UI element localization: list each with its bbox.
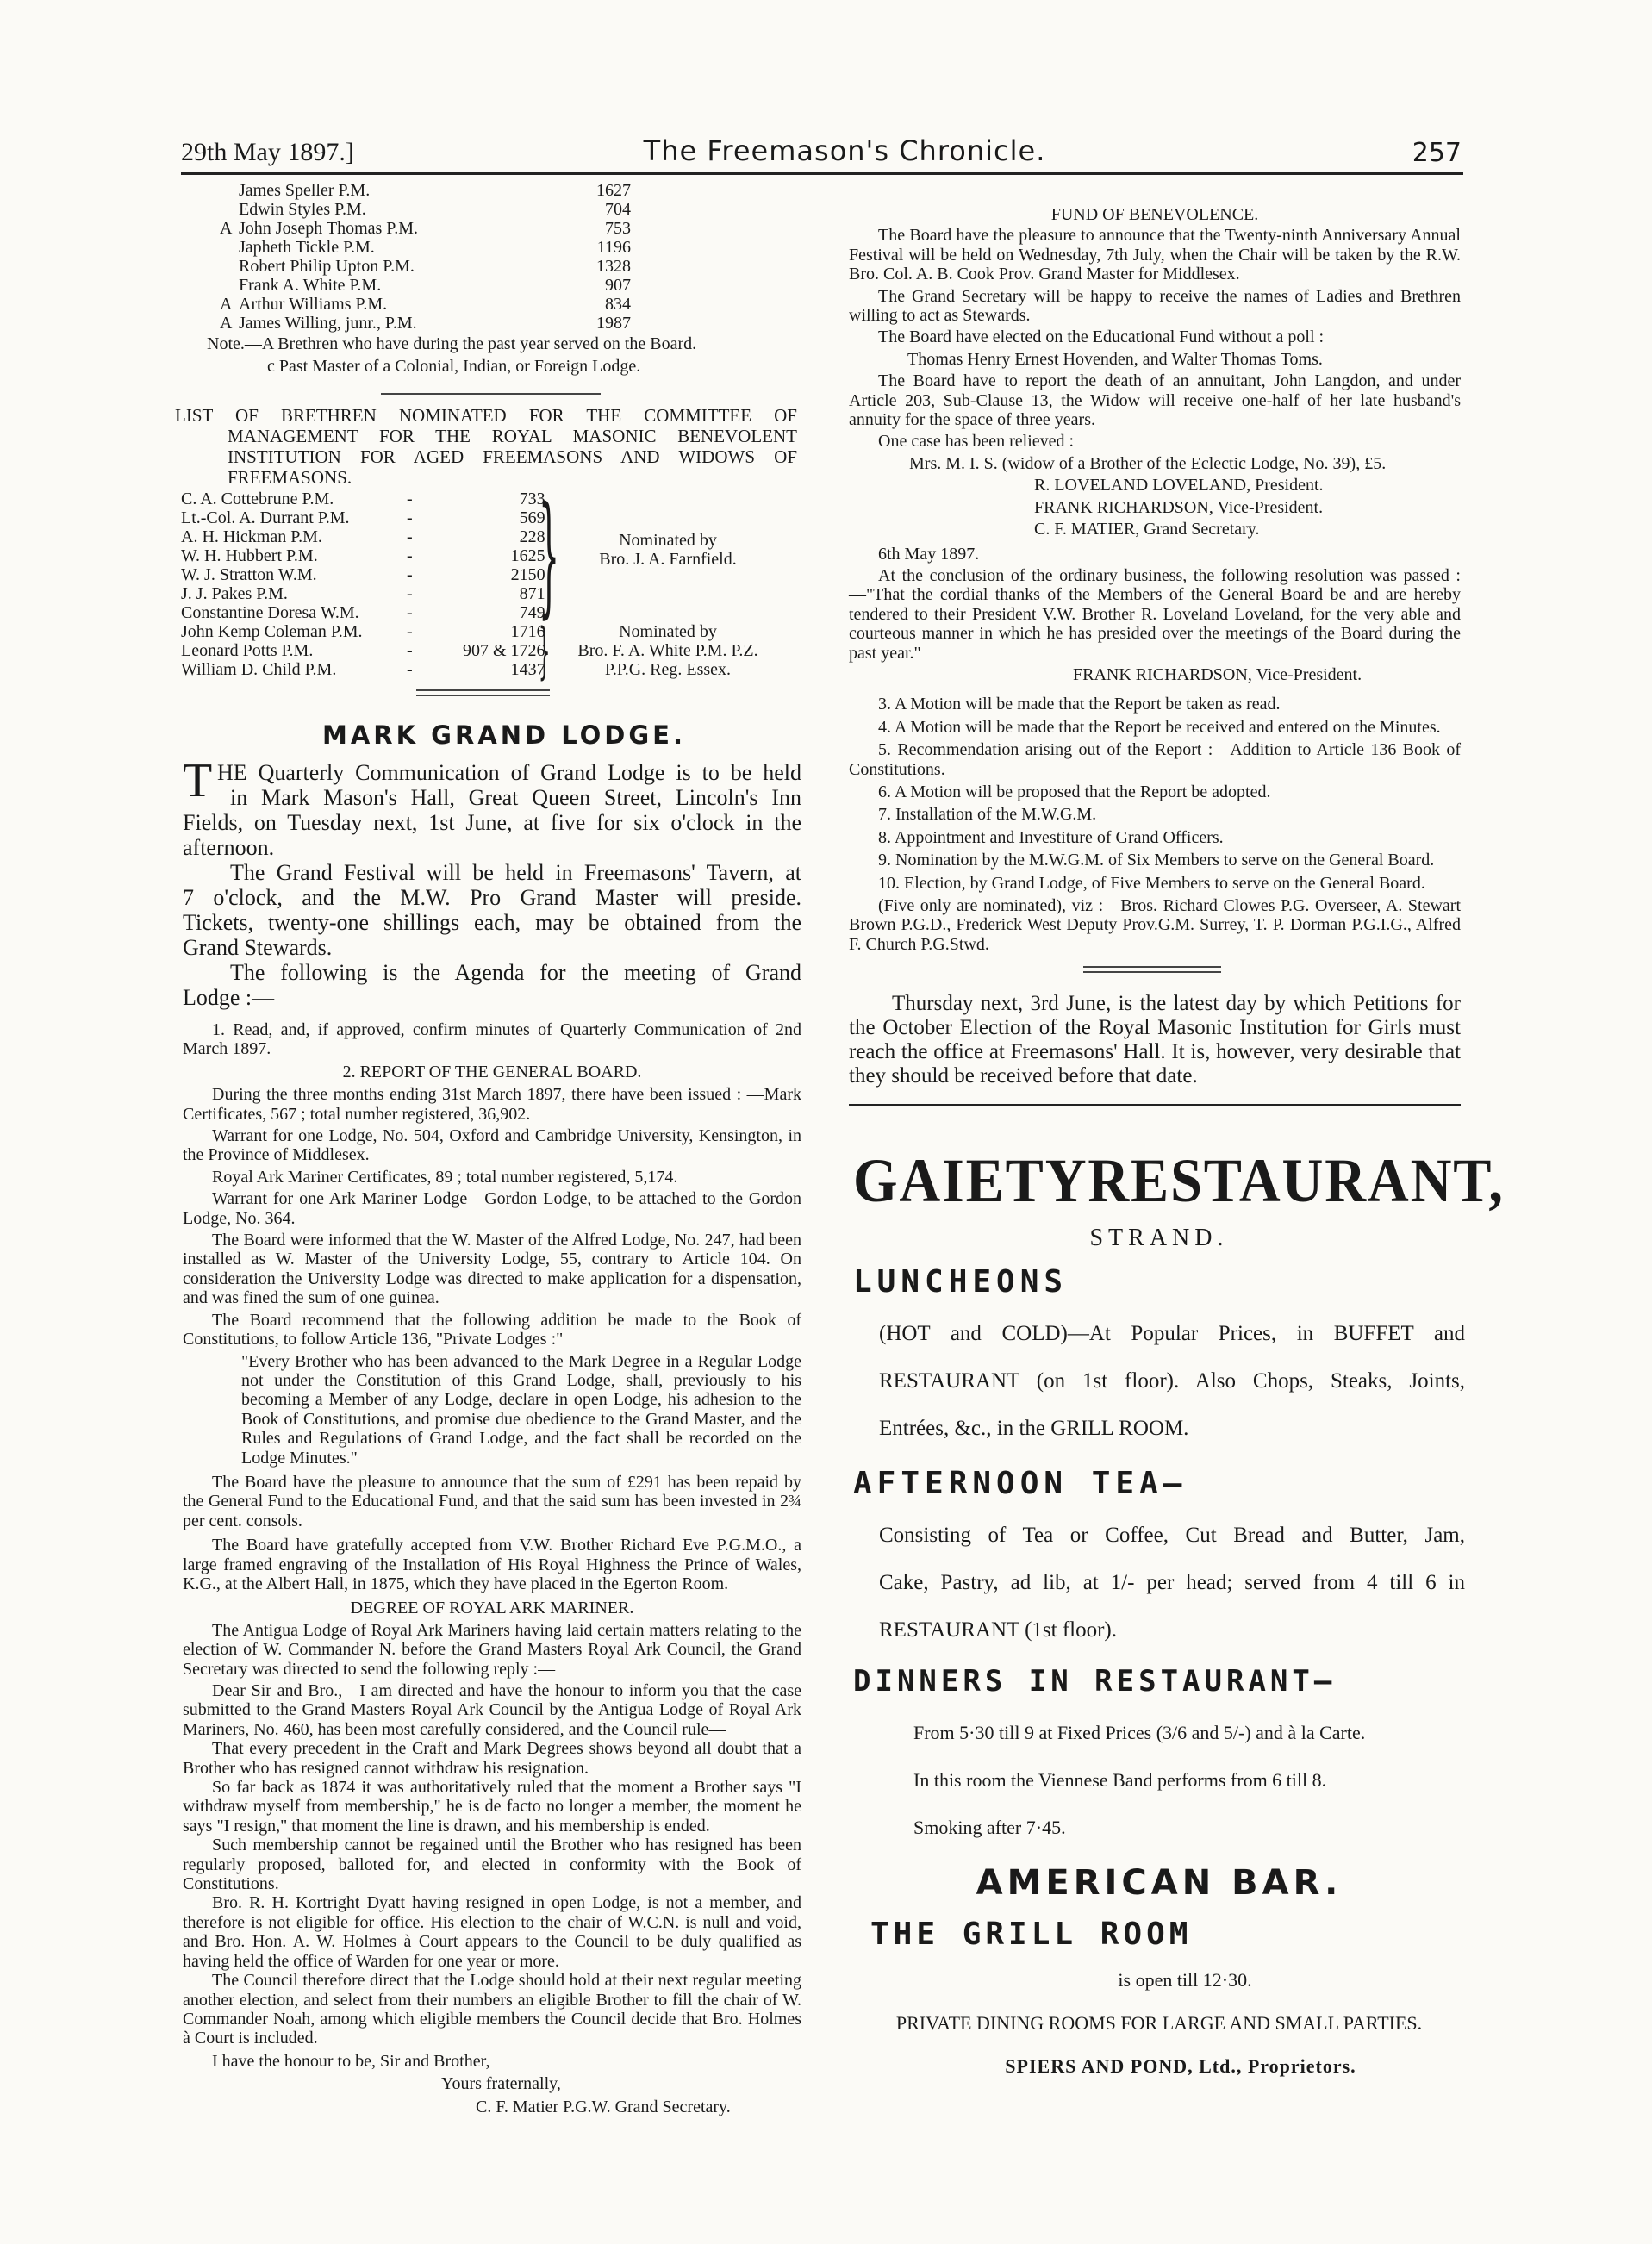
- left-column: [168, 181, 814, 2116]
- note-line: Note.—A Brethren who have during the past year served on the Board.: [207, 334, 697, 353]
- private-rooms: PRIVATE DINING ROOMS FOR LARGE AND SMALL PARTIES.: [895, 2012, 1423, 2034]
- luncheons-heading: LUNCHEONS: [853, 1264, 1069, 1300]
- nominator-group-1: Nominated by Bro. J. A. Farnfield.: [599, 531, 737, 569]
- header-rule: [181, 172, 1463, 175]
- signature: C. F. Matier P.G.W. Grand Secretary.: [476, 2097, 731, 2116]
- table-row: Leonard Potts P.M. - 907 & 1726: [181, 641, 545, 660]
- list-item: 10. Election, by Grand Lodge, of Five Members to serve on the General Board.: [878, 873, 1425, 893]
- list-item: 6. A Motion will be proposed that the Report be adopted.: [878, 782, 1271, 801]
- brace-icon: }: [539, 615, 551, 686]
- table-row: W. H. Hubbert P.M. - 1625: [181, 546, 545, 565]
- grill-room-heading: THE GRILL ROOM: [870, 1917, 1193, 1952]
- gaiety-advert: [853, 1142, 1505, 2078]
- nomination-table: [168, 478, 814, 686]
- divider: [416, 689, 550, 691]
- advert-subtitle: STRAND.: [1089, 1225, 1229, 1251]
- masthead-title: The Freemason's Chronicle.: [643, 134, 1046, 167]
- committee-list: [168, 181, 814, 333]
- issue-date: 29th May 1897.]: [181, 138, 354, 166]
- list-item: A Arthur Williams P.M. 834: [220, 295, 631, 314]
- section-rule: [849, 1104, 1461, 1106]
- list-item: Robert Philip Upton P.M. 1328: [239, 257, 631, 276]
- table-row: W. J. Stratton W.M. - 2150: [181, 565, 545, 584]
- divider: [416, 695, 550, 696]
- petitions-notice: Thursday next, 3rd June, is the latest day by which Petitions for the October Election of the Royal Masonic Institution for Girls must reach the office at Freemasons' Hall. It is, however, very desirable that they should be received before that date.: [849, 992, 1461, 1088]
- afternoon-tea-heading: AFTERNOON TEA—: [853, 1466, 1188, 1501]
- table-row: A. H. Hickman P.M. - 228: [181, 527, 545, 546]
- luncheons-text: (HOT and COLD)—At Popular Prices, in BUFFET and RESTAURANT (on 1st floor). Also Chops, Steaks, Joints, Entrées, &c., in the GRILL ROOM.: [879, 1322, 1465, 1440]
- divider: [1083, 966, 1221, 968]
- mark-report: 1. Read, and, if approved, confirm minutes of Quarterly Communication of 2nd March 1897. 2. REPORT OF THE GENERAL BOARD. During the three months ending 31st March 1897, there have been issued : —Mark Certificates, 567 ; total number registered, 36,902. Warrant for one Lodge, No. 504, Oxford and Cambridge University, Kensington, in the Province of Middlesex. Royal Ark Mariner Certificates, 89 ; total number registered, 5,174. Warrant for one Ark Mariner Lodge—Gordon Lodge, to be attached to the Gordon Lodge, No. 364. The Board were informed that the W. Master of the Alfred Lodge, No. 247, had been installed as W. Master of the University Lodge, 55, contrary to Article 104. On consideration the University Lodge was directed to make application for a dispensation, and was fined the sum of one guinea. The Board recommend that the following addition be made to the Book of Constitutions, to follow Article 136, "Private Lodges :" "Every Brother who has been advanced to the Mark Degree in a Regular Lodge not under the Constitution of this Grand Lodge, shall, previously to his becoming a Member of any Lodge, declare in open Lodge, his adhesion to the Book of Constitutions, and promise due obedience to the Grand Master, and the Rules and Regulations of Grand Lodge, and the fact shall be recorded on the Lodge Minutes." The Board have the pleasure to announce that the sum of £291 has been repaid by the General Fund to the Educational Fund, and that the said sum has been invested in 2¾ per cent. consols. The Board have gratefully accepted from V.W. Brother Richard Eve P.G.M.O., a large framed engraving of the Installation of His Royal Highness the Prince of Wales, K.G., at the Albert Hall, in 1875, which they have placed in the Egerton Room. DEGREE OF ROYAL ARK MARINER. The Antigua Lodge of Royal Ark Mariners having laid certain matters relating to the election of W. Commander N. before the Grand Masters Royal Ark Council, the Grand Secretary was directed to send the following reply :— Dear Sir and Bro.,—I am directed and have the honour to inform you that the case submitted to the Grand Masters Royal Ark Council by the Antigua Lodge of Royal Ark Mariners, No. 460, has been most carefully considered, and the Council rule— That every precedent in the Craft and Mark Degrees shows beyond all doubt that a Brother who has resigned cannot withdraw his resignation. So far back as 1874 it was authoritatively ruled that the moment a Brother says "I withdraw myself from membership," he is de facto no longer a member, the moment he says "I resign," that moment the line is drawn, and his membership is ended. Such membership cannot be regained until the Brother who has resigned has been regularly proposed, balloted for, and elected in conformity with the Book of Constitutions. Bro. R. H. Kortright Dyatt having resigned in open Lodge, is not a member, and therefore is not eligible for office. His election to the chair of W.C.N. is null and void, and Bro. Hon. A. W. Holmes à Court appears to the Council to be duly qualified as having held the office of Warden for one year or more. The Council therefore direct that the Lodge should hold at their next regular meeting another election, and select from their numbers an eligible Brother to fill the chair of W. Commander Noah, among which eligible members the Council decide that Bro. Holmes à Court is included. I have the honour to be, Sir and Brother, Yours fraternally, C. F. Matier P.G.W. Grand Secretary.: [183, 1020, 801, 2116]
- table-row: John Kemp Coleman P.M. - 1716: [181, 622, 545, 641]
- table-row: Lt.-Col. A. Durrant P.M. - 569: [181, 508, 545, 527]
- dinners-text: From 5·30 till 9 at Fixed Prices (3/6 and 5/-) and à la Carte. In this room the Viennese Band performs from 6 till 8. Smoking after 7·45.: [913, 1722, 1366, 1838]
- nomination-rows: [181, 489, 545, 679]
- right-column: FUND OF BENEVOLENCE. The Board have the pleasure to announce that the Twenty-ninth Anniversary Annual Festival will be held on Wednesday, 7th July, when the Chair will be taken by the R.W. Bro. Col. A. B. Cook Prov. Grand Master for Middlesex. The Grand Secretary will be happy to receive the names of Ladies and Brethren willing to act as Stewards. The Board have elected on the Educational Fund without a poll : Thomas Henry Ernest Hovenden, and Walter Thomas Toms. The Board have to report the death of an annuitant, John Langdon, and under Article 203, Sub-Clause 13, the Widow will receive one-half of her late husband's annuity for the space of three years. One case has been relieved : Mrs. M. I. S. (widow of a Brother of the Eclectic Lodge, No. 39), £5. R. LOVELAND LOVELAND, President. FRANK RICHARDSON, Vice-President. C. F. MATIER, Grand Secretary. 6th May 1897. At the conclusion of the ordinary business, the following resolution was passed :—"That the cordial thanks of the Members of the General Board be and are hereby tendered to their President V.W. Brother R. Loveland Loveland, for the very able and courteous manner in which he has presided over the meetings of the Board during the past year." FRANK RICHARDSON, Vice-President. 3. A Motion will be made that the Report be taken as read. 4. A Motion will be made that the Report be received and entered on the Minutes. 5. Recommendation arising out of the Report :—Addition to Article 136 Book of Constitutions. 6. A Motion will be proposed that the Report be adopted. 7. Installation of the M.W.G.M. 8. Appointment and Investiture of Grand Officers. 9. Nomination by the M.W.G.M. of Six Members to serve on the General Board. 10. Election, by Grand Lodge, of Five Members to serve on the General Board. (Five only are nominated), viz :—Bros. Richard Clowes P.G. Overseer, A. Stewart Brown P.G.D., Frederick West Deputy Prov.G.M. Surrey, T. P. Dorman P.G.I.G., Alfred F. Church P.G.Stwd. Thursday next, 3rd June, is the latest day by which Petitions for the October Election of the Royal Masonic Institution for Girls must reach the office at Freemasons' Hall. It is, however, very desirable that they should be received before that date.: [849, 205, 1461, 1106]
- proprietors: SPIERS AND POND, Ltd., Proprietors.: [1005, 2055, 1356, 2077]
- table-row: Constantine Doresa W.M. - 749: [181, 603, 545, 622]
- table-row: William D. Child P.M. - 1437: [181, 660, 545, 679]
- page-number: 257: [1412, 138, 1462, 168]
- divider: [381, 393, 601, 395]
- list-item: James Speller P.M. 1627: [239, 181, 631, 200]
- list-item: Edwin Styles P.M. 704: [239, 200, 631, 219]
- list-item: 9. Nomination by the M.W.G.M. of Six Members to serve on the General Board.: [878, 851, 1435, 870]
- list-item: 5. Recommendation arising out of the Report :—Addition to Article 136 Book of Constitutions.: [849, 740, 1461, 779]
- table-row: J. J. Pakes P.M. - 871: [181, 584, 545, 603]
- note-line: c Past Master of a Colonial, Indian, or Foreign Lodge.: [267, 357, 641, 376]
- nomination-heading: LIST OF BRETHREN NOMINATED FOR THE COMMITTEE OF MANAGEMENT FOR THE ROYAL MASONIC BENEVOLENT INSTITUTION FOR AGED FREEMASONS AND WIDOWS OF FREEMASONS.: [175, 405, 797, 488]
- dropcap: T: [183, 754, 213, 807]
- american-bar: AMERICAN BAR.: [976, 1863, 1343, 1903]
- grill-hours: is open till 12·30.: [1118, 1969, 1252, 1991]
- list-item: 8. Appointment and Investiture of Grand Officers.: [878, 827, 1224, 847]
- list-item: 3. A Motion will be made that the Report be taken as read.: [878, 695, 1281, 714]
- list-item: 7. Installation of the M.W.G.M.: [878, 805, 1097, 825]
- divider: [1083, 971, 1221, 973]
- list-item: A John Joseph Thomas P.M. 753: [220, 219, 631, 238]
- agenda-list: [849, 695, 1461, 954]
- mark-grand-lodge-title: MARK GRAND LODGE.: [321, 720, 687, 750]
- benevolence-heading: FUND OF BENEVOLENCE.: [1050, 205, 1259, 224]
- dinners-heading: DINNERS IN RESTAURANT—: [853, 1664, 1337, 1699]
- nominator-group-2: Nominated by Bro. F. A. White P.M. P.Z. P.P.G. Reg. Essex.: [577, 622, 758, 679]
- mark-intro: T HE Quarterly Communication of Grand Lodge is to be held in Mark Mason's Hall, Great Queen Street, Lincoln's Inn Fields, on Tuesday next, 1st June, at five for six o'clock in the afternoon. The Grand Festival will be held in Freemasons' Tavern, at 7 o'clock, and the M.W. Pro Grand Master will preside. Tickets, twenty-one shillings each, may be obtained from the Grand Stewards. The following is the Agenda for the meeting of Grand Lodge :—: [183, 754, 801, 1010]
- list-item: (Five only are nominated), viz :—Bros. Richard Clowes P.G. Overseer, A. Stewart Brown P.G.D., Frederick West Deputy Prov.G.M. Surrey, T. P. Dorman P.G.I.G., Alfred F. Church P.G.Stwd.: [849, 896, 1461, 954]
- table-row: C. A. Cottebrune P.M. - 733: [181, 489, 545, 508]
- advert-title: GAIETY RESTAURANT,: [853, 1146, 1505, 1215]
- tea-text: Consisting of Tea or Coffee, Cut Bread and Butter, Jam, Cake, Pastry, ad lib, at 1/- per head; served from 4 till 6 in RESTAURANT (1st floor).: [879, 1524, 1465, 1642]
- list-item: Frank A. White P.M. 907: [239, 276, 631, 295]
- list-item: 4. A Motion will be made that the Report be received and entered on the Minutes.: [878, 717, 1441, 737]
- brace-icon: }: [539, 478, 560, 631]
- quotation: "Every Brother who has been advanced to the Mark Degree in a Regular Lodge not under the Constitution of this Grand Lodge, shall, previously to his becoming a Member of any Lodge, declare in open Lodge, his adhesion to the Book of Constitutions, and promise due obedience to the Grand Master, and the Rules and Regulations of Grand Lodge, and the fact shall be recorded on the Lodge Minutes.": [241, 1351, 801, 1468]
- list-item: A James Willing, junr., P.M. 1987: [220, 314, 631, 333]
- list-item: Japheth Tickle P.M. 1196: [239, 238, 631, 257]
